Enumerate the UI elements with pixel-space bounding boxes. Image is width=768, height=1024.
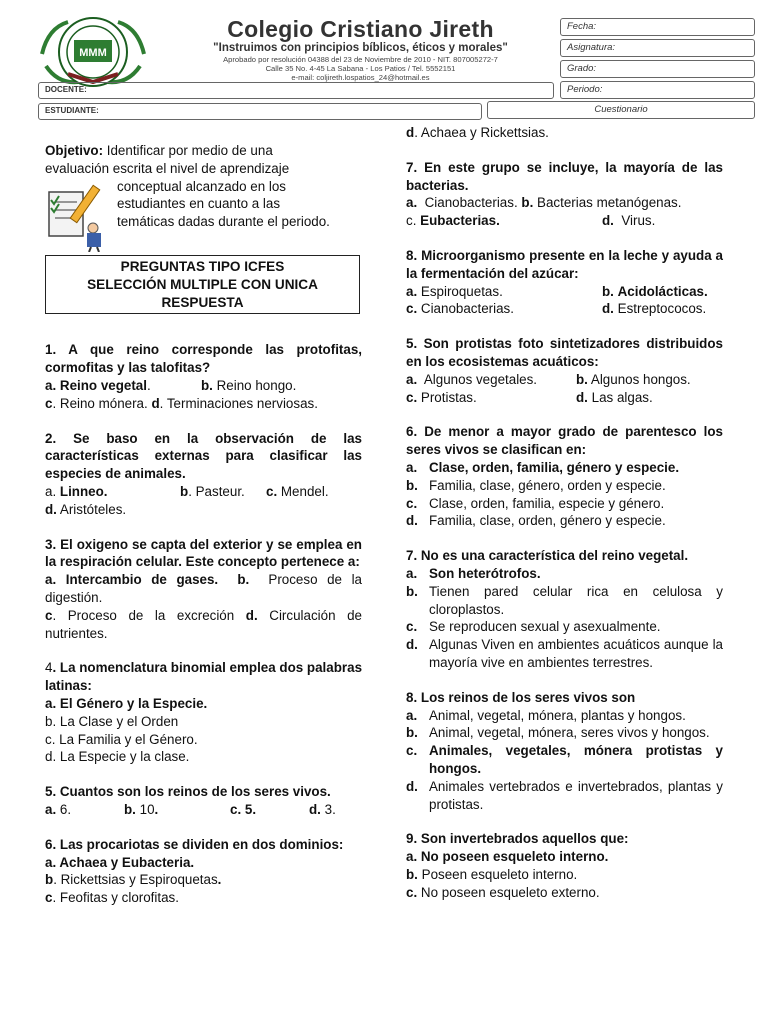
option-text[interactable]: Intercambio de gases.	[65, 572, 219, 588]
option-b[interactable]: b. La Clase y el Orden	[45, 713, 179, 729]
question-3	[45, 536, 362, 643]
icfes-title-line-2: SELECCIÓN MULTIPLE CON UNICA	[87, 276, 318, 292]
option-text[interactable]: 6.	[59, 801, 72, 817]
option-letter: c.	[266, 483, 278, 499]
answer-row	[45, 377, 362, 395]
option-letter: d.	[245, 607, 258, 623]
option-text[interactable]: Linneo.	[59, 483, 108, 499]
answer-row: a. 6. b. 10. c. 5. d. 3.	[45, 801, 336, 817]
option-letter: d.	[45, 501, 57, 517]
option-a[interactable]	[406, 459, 723, 477]
option-text[interactable]: Clase, orden, familia, especie y género.	[429, 495, 665, 511]
estudiante-field[interactable]: ESTUDIANTE:	[38, 103, 482, 120]
option-c[interactable]: c. La Familia y el Género.	[45, 731, 198, 747]
school-resolution: Aprobado por resolución 04388 del 23 de Noviembre de 2010 - NIT. 807005272-7	[223, 55, 498, 64]
option-letter: d	[406, 125, 415, 140]
option-letter: b.	[237, 572, 250, 588]
option-text[interactable]: Clase, orden, familia, género y especie.	[429, 459, 680, 475]
answer-row	[45, 395, 362, 413]
grado-field[interactable]: Grado:	[560, 60, 755, 78]
question-stem: 1. A que reino corresponde las protofitas, cormofitas y las talofitas?	[45, 342, 362, 376]
option-punct: .	[146, 377, 151, 393]
question-stem: 3. El oxigeno se capta del exterior y se emplea en la respiración celular. Este concepto pertenece a:	[45, 536, 362, 570]
option-text[interactable]: . Feofitas y clorofitas.	[52, 890, 179, 906]
option-letter: b	[180, 483, 189, 499]
question-stem: 6. De menor a mayor grado de parentesco los seres vivos se clasifican en:	[406, 424, 723, 458]
question-stem: 2. Se baso en la observación de las características externas para clasificar las especies de animales.	[45, 430, 362, 482]
option-d[interactable]: d. La Especie y la clase.	[45, 749, 190, 765]
option-letter: a.	[45, 377, 57, 393]
option-letter: c.	[406, 495, 418, 511]
answer-row: b. Rickettsias y Espiroquetas.	[45, 872, 222, 888]
option-text[interactable]: Animal, vegetal, mónera, plantas y hongos.	[429, 707, 686, 723]
option-text[interactable]: Algunos vegetales.	[423, 371, 538, 387]
answer-row	[45, 501, 362, 519]
option-text[interactable]: Aristóteles.	[59, 501, 127, 517]
option-text[interactable]: Estreptococos.	[617, 301, 707, 317]
option-letter: d.	[602, 301, 614, 317]
option-text[interactable]: Cianobacterias.	[424, 195, 518, 211]
school-motto: "Instruimos con principios bíblicos, éticos y morales"	[213, 42, 508, 54]
option-text[interactable]: Mendel.	[280, 483, 329, 499]
option-text[interactable]: . Pasteur.	[188, 483, 245, 499]
pencil-checklist-icon	[45, 178, 109, 252]
answer-row	[45, 607, 362, 643]
option-a[interactable]: a. Achaea y Eubacteria.	[45, 854, 195, 870]
question-1	[45, 341, 362, 412]
question-stem: 7. No es una característica del reino vegetal.	[406, 548, 689, 564]
option-letter: d.	[406, 513, 418, 529]
option-b[interactable]	[406, 724, 723, 742]
question-stem: 8. Microorganismo presente en la leche y ayuda a la fermentación del azúcar:	[406, 247, 723, 281]
objective-line-3: conceptual alcanzado en los	[117, 178, 286, 194]
option-letter: a.	[45, 572, 57, 588]
option-b[interactable]	[406, 583, 723, 619]
question-6	[45, 836, 362, 907]
question-stem: 7. En este grupo se incluye, la mayoría de las bacterias.	[406, 159, 723, 193]
question-9	[406, 830, 723, 901]
option-letter: a.	[406, 371, 418, 387]
option-text[interactable]: Proceso de la digestión.	[45, 572, 362, 605]
answer-row	[45, 483, 362, 501]
option-letter: b.	[201, 377, 213, 393]
option-letter: c	[45, 395, 53, 411]
option-a[interactable]	[406, 565, 723, 583]
option-text[interactable]: Se reproducen sexual y asexualmente.	[429, 619, 661, 635]
option-letter: b.	[406, 477, 418, 493]
option-text[interactable]: Espiroquetas.	[420, 283, 503, 299]
question-stem: 9. Son invertebrados aquellos que:	[406, 831, 629, 847]
question-4	[45, 659, 362, 766]
question-6-option-d	[406, 124, 723, 142]
answer-row	[406, 194, 723, 212]
option-text[interactable]: Las algas.	[591, 389, 653, 405]
option-text[interactable]: Acidolácticas.	[617, 283, 708, 299]
objective-text-1: Identificar por medio de una	[106, 143, 273, 158]
answer-row	[406, 212, 723, 230]
option-text[interactable]: Protistas.	[420, 389, 477, 405]
option-text[interactable]: Animales vertebrados e invertebrados, plantas y protistas.	[429, 778, 723, 812]
option-c[interactable]	[406, 618, 723, 636]
option-letter: b.	[406, 866, 418, 882]
question-stem: 5. Cuantos son los reinos de los seres vivos.	[45, 784, 331, 800]
question-stem: . La nomenclatura binomial emplea dos palabras latinas:	[45, 660, 363, 694]
school-logo	[38, 14, 148, 88]
school-email: e-mail: coljireth.lospatios_24@hotmail.es	[291, 73, 430, 82]
cuestionario-label: Cuestionario	[487, 101, 755, 119]
option-text[interactable]: Animal, vegetal, mónera, seres vivos y hongos.	[429, 725, 710, 741]
option-letter: d.	[406, 637, 418, 653]
option-text[interactable]: Poseen esqueleto interno.	[421, 866, 578, 882]
option-letter: c.	[406, 389, 418, 405]
option-text[interactable]: Cianobacterias.	[420, 301, 514, 317]
option-letter: c.	[230, 801, 242, 817]
question-stem: 5. Son protistas foto sintetizadores distribuidos en los ecosistemas acuáticos:	[406, 336, 723, 369]
objective-section	[45, 142, 362, 231]
option-text[interactable]: . Reino mónera.	[52, 395, 148, 411]
option-text[interactable]: 10	[139, 801, 155, 817]
school-address: Calle 35 No. 4-45 La Sabana - Los Patios / Tel. 5552151	[265, 64, 456, 73]
option-a[interactable]: a. El Género y la Especie.	[45, 695, 208, 711]
option-letter: c	[45, 607, 53, 623]
answer-row	[406, 371, 723, 389]
option-text[interactable]: Algunas Viven en ambientes acuáticos aunque la mayoría vive en ambientes terrestres.	[429, 637, 723, 670]
icfes-title-line-1: PREGUNTAS TIPO ICFES	[120, 258, 285, 274]
option-c[interactable]	[406, 742, 723, 778]
option-text[interactable]: . Proceso de la excreción	[52, 607, 235, 623]
option-text[interactable]: Reino vegetal	[59, 377, 147, 393]
option-c[interactable]	[406, 495, 723, 513]
option-letter: d.	[309, 801, 321, 817]
option-text[interactable]: Animales, vegetales, mónera protistas y hongos.	[429, 743, 723, 776]
option-letter: b.	[602, 283, 614, 299]
option-letter: b.	[406, 725, 418, 741]
question-stem: 8. Los reinos de los seres vivos son	[406, 689, 636, 705]
option-b[interactable]	[406, 477, 723, 495]
answer-row	[406, 300, 723, 318]
option-letter: c.	[406, 743, 418, 759]
periodo-field[interactable]: Periodo:	[560, 81, 755, 99]
question-number: 4	[45, 660, 53, 676]
objective-label: Objetivo:	[45, 143, 104, 158]
option-text[interactable]: 3.	[324, 801, 336, 817]
option-letter: d.	[406, 778, 418, 794]
option-letter: b.	[406, 583, 418, 599]
option-text[interactable]: No poseen esqueleto externo.	[420, 884, 600, 900]
option-text[interactable]: Familia, clase, género, orden y especie.	[429, 477, 666, 493]
option-letter: b.	[576, 371, 588, 387]
icfes-title-line-3: RESPUESTA	[161, 294, 244, 310]
option-text[interactable]: Algunos hongos.	[590, 371, 691, 387]
right-column	[406, 124, 723, 901]
school-name: Colegio Cristiano Jireth	[227, 16, 494, 42]
option-letter: b.	[521, 195, 534, 211]
option-d[interactable]	[406, 512, 723, 530]
asignatura-field[interactable]: Asignatura:	[560, 39, 755, 57]
option-letter: a.	[406, 195, 418, 211]
option-letter: a.	[45, 483, 57, 499]
option-text[interactable]: . Achaea y Rickettsias.	[414, 125, 549, 140]
answer-row	[406, 389, 723, 407]
option-text[interactable]: Familia, clase, orden, género y especie.	[429, 513, 666, 529]
option-letter: a.	[406, 707, 418, 723]
question-8b	[406, 689, 723, 814]
option-text[interactable]: . Terminaciones nerviosas.	[159, 395, 318, 411]
option-letter: c.	[406, 301, 418, 317]
option-letter: c.	[406, 619, 418, 635]
option-letter: c.	[406, 213, 417, 229]
option-text[interactable]: 5.	[244, 801, 257, 817]
option-letter: a.	[406, 565, 418, 581]
option-d[interactable]	[406, 778, 723, 814]
logo-letters: MMM	[79, 47, 107, 59]
answer-row	[406, 283, 723, 301]
answer-row	[406, 884, 723, 902]
option-text[interactable]: Tienen pared celular rica en celulosa y cloroplastos.	[429, 583, 723, 617]
option-text[interactable]: Bacterias metanógenas.	[537, 195, 682, 211]
option-letter: c	[45, 890, 53, 906]
option-text[interactable]: Eubacterias.	[420, 213, 500, 229]
objective-line-2: evaluación escrita el nivel de aprendizaje	[45, 160, 290, 176]
docente-field[interactable]: DOCENTE:	[38, 82, 554, 99]
question-5	[45, 783, 362, 819]
option-letter: b	[45, 872, 54, 888]
option-text[interactable]: Son heterótrofos.	[429, 565, 541, 581]
fecha-field[interactable]: Fecha:	[560, 18, 755, 36]
option-letter: a.	[406, 283, 418, 299]
option-letter: d.	[576, 389, 588, 405]
option-d[interactable]	[406, 636, 723, 672]
answer-row	[406, 866, 723, 884]
left-column	[45, 142, 362, 907]
option-a[interactable]	[406, 707, 723, 725]
option-text[interactable]: Virus.	[621, 213, 656, 229]
option-letter: a.	[45, 801, 57, 817]
option-text[interactable]: Reino hongo.	[216, 377, 297, 393]
question-7	[406, 159, 723, 230]
answer-row	[45, 571, 362, 607]
option-letter: d.	[602, 213, 614, 229]
question-8	[406, 247, 723, 318]
question-7b	[406, 547, 723, 672]
question-2	[45, 430, 362, 519]
objective-line-4: estudiantes en cuanto a las	[117, 196, 281, 212]
left-questions	[45, 341, 362, 907]
option-letter: a.	[406, 459, 418, 475]
answer-row	[45, 889, 362, 907]
objective-line-5: temáticas dadas durante el periodo.	[117, 214, 330, 230]
icfes-title-box	[45, 255, 360, 314]
option-letter: d	[151, 395, 160, 411]
option-letter: b.	[124, 801, 136, 817]
question-5b	[406, 335, 723, 406]
option-text[interactable]: Circulación de nutrientes.	[45, 607, 362, 641]
option-letter: c.	[406, 884, 418, 900]
objective-line-1	[45, 142, 362, 160]
option-a[interactable]: a. No poseen esqueleto interno.	[406, 849, 609, 865]
question-stem: 6. Las procariotas se dividen en dos dominios:	[45, 836, 344, 852]
question-6b	[406, 423, 723, 530]
option-text[interactable]: . Rickettsias y Espiroquetas	[53, 872, 218, 888]
